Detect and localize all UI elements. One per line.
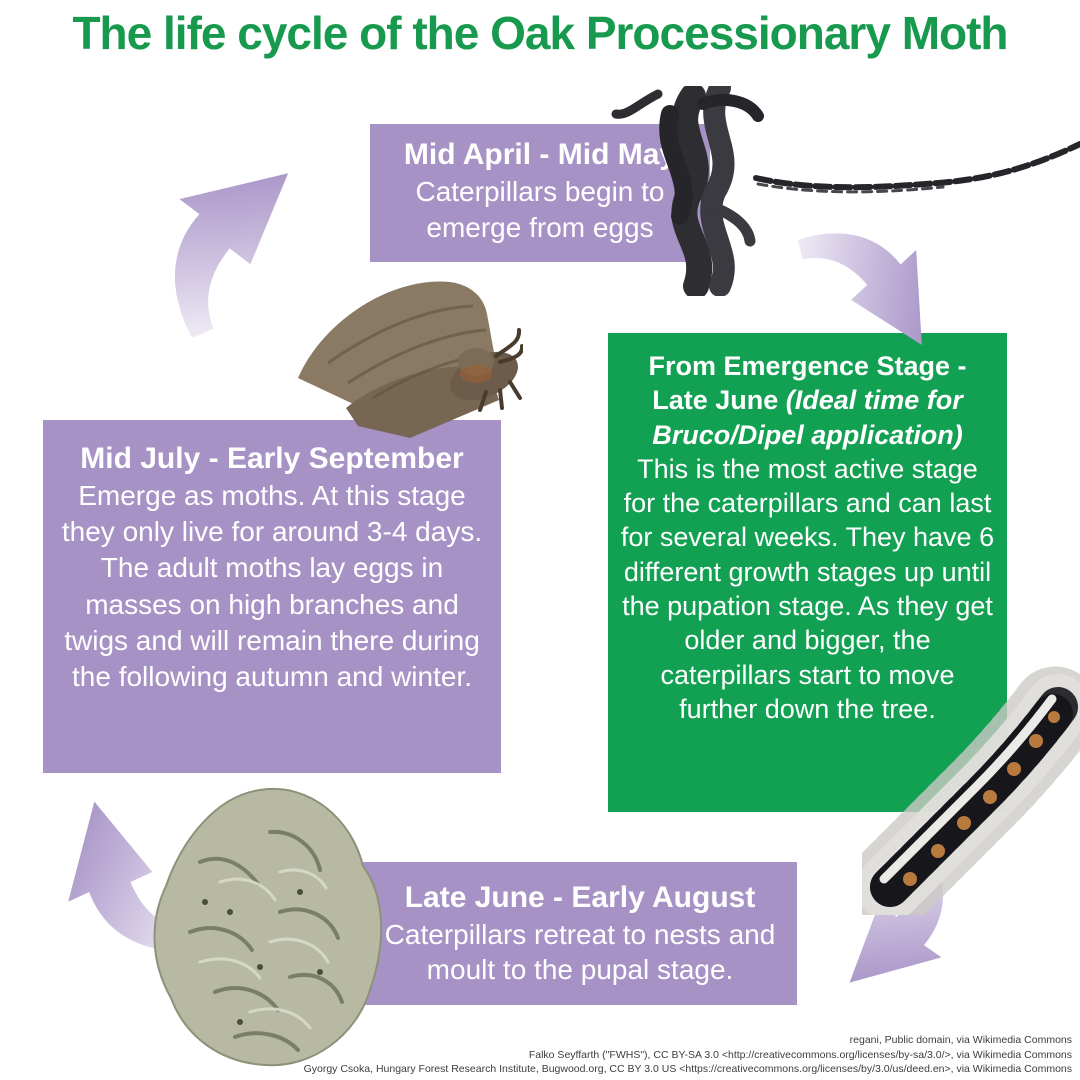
credit-line: regani, Public domain, via Wikimedia Commons	[849, 1034, 1072, 1047]
stage-heading: Late June - Early August	[404, 881, 756, 914]
stage-heading	[618, 349, 997, 452]
photo-credits	[304, 1033, 1072, 1076]
stage-body: Caterpillars begin to emerge from eggs	[415, 176, 665, 244]
stage-heading-italic: (Ideal time for Bruco/Dipel application)	[652, 385, 963, 450]
credit-line: Falko Seyffarth ("FWHS"), CC BY-SA 3.0 <http://creativecommons.org/licenses/by-sa/3.0/>, via Wikimedia Commons	[528, 1048, 1072, 1061]
stage-heading: Mid July - Early September	[80, 442, 464, 475]
caterpillar-procession-photo	[598, 86, 1080, 296]
credit-line: Gyorgy Csoka, Hungary Forest Research Institute, Bugwood.org, CC BY 3.0 US <https://creativecommons.org/licenses/by/3.0/us/deed.en>, via Wikimedia Commons	[303, 1062, 1072, 1075]
stage-body: Caterpillars retreat to nests and moult to the pupal stage.	[384, 918, 776, 986]
moth-photo	[288, 258, 523, 448]
stage-box-june-august	[363, 862, 797, 1005]
stage-heading: Mid April - Mid May	[403, 138, 677, 171]
stage-body: This is the most active stage for the caterpillars and can last for several weeks. They have 6 different growth stages up until the pupation stage. As they get older and bigger, the caterpillars start to move further down the tree.	[620, 453, 995, 724]
stage-body: Emerge as moths. At this stage they only live for around 3-4 days. The adult moths lay eggs in masses on high branches and twigs and will remain there during the following autumn and winter.	[61, 479, 483, 693]
page-title: The life cycle of the Oak Processionary Moth	[72, 7, 1008, 59]
caterpillar-photo	[862, 665, 1080, 915]
nest-photo	[130, 782, 395, 1072]
stage-heading-plain: From Emergence Stage - Late June	[648, 351, 967, 416]
stage-box-july-september	[43, 420, 501, 773]
